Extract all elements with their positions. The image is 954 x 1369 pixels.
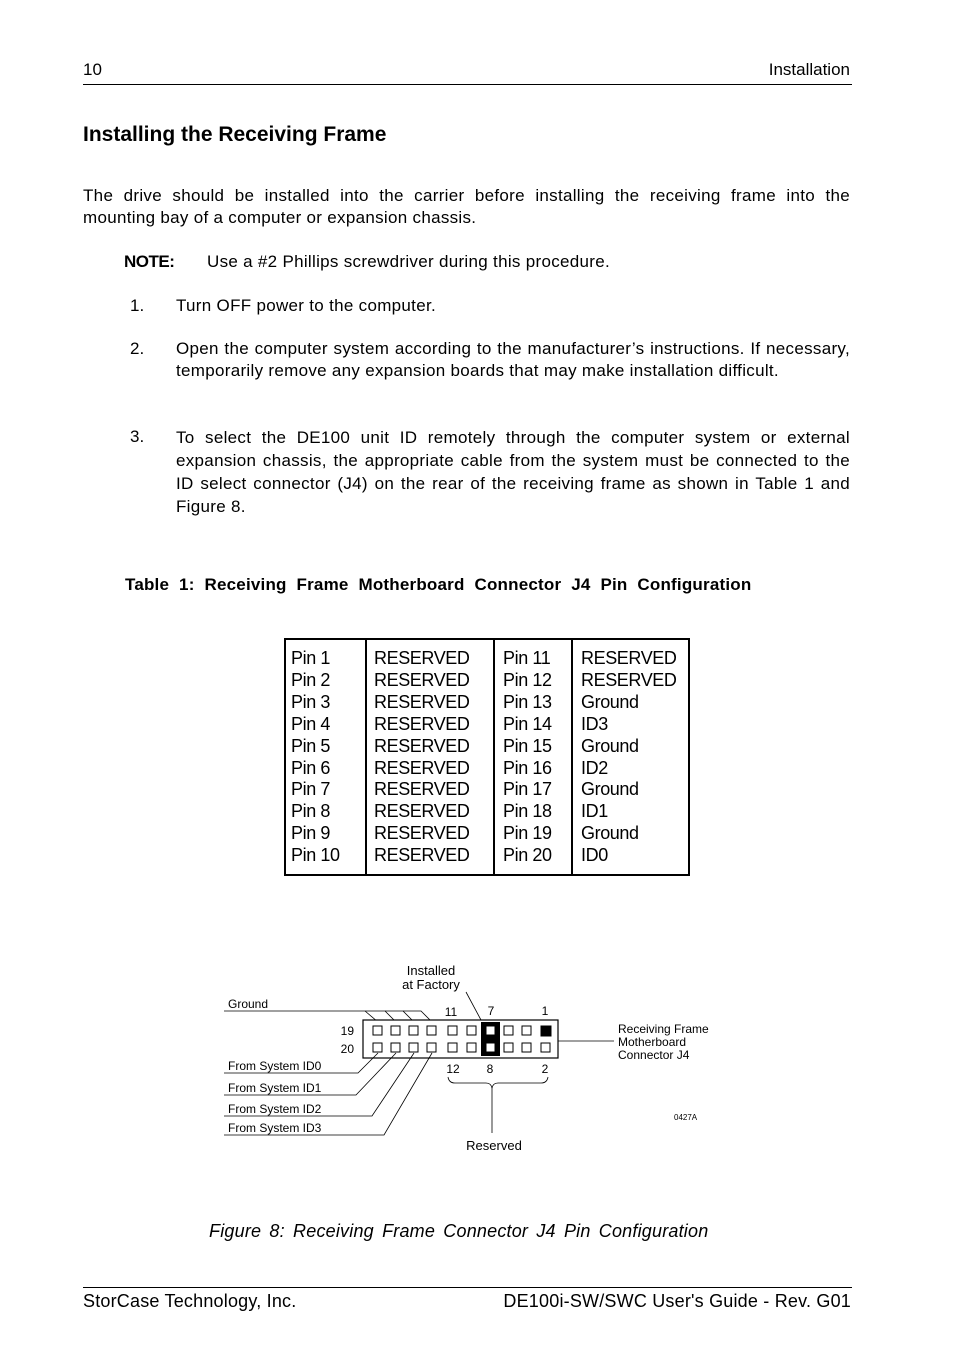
table-cell: RESERVED [374, 669, 470, 690]
step-text: Turn OFF power to the computer. [176, 296, 436, 315]
id-label: From System ID1 [228, 1081, 322, 1095]
pin-number-label: 2 [541, 1062, 549, 1076]
table-cell: Pin 4 [291, 713, 331, 734]
page-title: Installing the Receiving Frame [83, 123, 387, 146]
table-cell: RESERVED [581, 648, 677, 668]
section-title: Installation [768, 60, 850, 79]
pin-number-label: 1 [541, 1004, 549, 1018]
connector-label: Motherboard [618, 1035, 687, 1049]
note-label: NOTE: [124, 252, 175, 271]
pin [448, 1043, 457, 1052]
connector-label: Connector J4 [618, 1048, 690, 1062]
reserved-label: Reserved [466, 1138, 522, 1153]
pin-1-marker [541, 1026, 551, 1036]
table-cell: RESERVED [374, 757, 470, 778]
pin [467, 1043, 476, 1052]
table-cell: Ground [581, 735, 639, 756]
id-label: From System ID0 [228, 1059, 322, 1073]
table-cell: Pin 11 [503, 648, 551, 668]
table-cell: Pin 20 [503, 845, 552, 866]
table-cell: Pin 15 [503, 735, 552, 756]
table-cell: Pin 12 [503, 669, 552, 690]
pin [373, 1026, 382, 1035]
table-cell: RESERVED [374, 691, 470, 712]
table-cell: Pin 3 [291, 691, 331, 712]
table-cell: Pin 7 [291, 779, 331, 800]
table-cell: RESERVED [374, 713, 470, 734]
pin [486, 1026, 495, 1035]
connector-label: Receiving Frame [618, 1022, 709, 1036]
table-cell: Pin 17 [503, 779, 552, 800]
pin [427, 1043, 436, 1052]
table-cell: Pin 9 [291, 823, 331, 844]
pin [409, 1026, 418, 1035]
table-cell: Ground [581, 779, 639, 800]
step-text: Open the computer system according to the manufacturer’s instructions. If necessary, temporarily remove any expansion boards that may make installation difficult. [176, 339, 850, 380]
table-cell: Pin 5 [291, 735, 331, 756]
table-cell: Pin 14 [503, 713, 552, 734]
step-text: To select the DE100 unit ID remotely through the computer system or external expansion chassis, the appropriate cable from the system must be connected to the ID select connector (J4) on the rear of the receiving frame as shown in Table 1 and Figure 8. [176, 428, 850, 516]
table-cell: RESERVED [374, 845, 470, 866]
note-text: Use a #2 Phillips screwdriver during this procedure. [207, 252, 610, 271]
table-cell: ID3 [581, 713, 608, 734]
table-cell: Pin 19 [503, 823, 552, 844]
footer-company: StorCase Technology, Inc. [83, 1291, 297, 1311]
table-cell: RESERVED [374, 779, 470, 800]
pin [427, 1026, 436, 1035]
table-cell: RESERVED [374, 648, 470, 668]
pin-number-label: 19 [340, 1024, 354, 1038]
pin [504, 1043, 513, 1052]
pin [391, 1026, 400, 1035]
pin [522, 1026, 531, 1035]
table-cell: Ground [581, 823, 639, 844]
id-label: From System ID2 [228, 1102, 322, 1116]
table-cell: Pin 2 [291, 669, 331, 690]
ground-label: Ground [228, 997, 269, 1011]
pin-number-label: 11 [444, 1005, 458, 1019]
table-cell: RESERVED [581, 669, 677, 690]
table-cell: Pin 10 [291, 845, 340, 866]
table-cell: Pin 13 [503, 691, 552, 712]
table-cell: ID2 [581, 757, 608, 778]
figure-caption: Figure 8: Receiving Frame Connector J4 Pin Configuration [209, 1221, 709, 1241]
table-cell: ID1 [581, 801, 608, 822]
pin [522, 1043, 531, 1052]
table-cell: Ground [581, 691, 639, 712]
pin [486, 1043, 495, 1052]
table-cell: Pin 18 [503, 801, 552, 822]
pin [448, 1026, 457, 1035]
installed-leader [466, 992, 481, 1020]
table-cell: RESERVED [374, 823, 470, 844]
table-cell: RESERVED [374, 801, 470, 822]
pin [391, 1043, 400, 1052]
pin [541, 1043, 550, 1052]
table-cell: Pin 1 [291, 648, 331, 668]
pin-number-label: 7 [487, 1004, 495, 1018]
intro-paragraph: The drive should be installed into the carrier before installing the receiving frame into the mounting bay of a computer or expansion chassis. [83, 186, 850, 227]
table-cell: Pin 6 [291, 757, 331, 778]
pin-number-label: 8 [486, 1062, 494, 1076]
footer-document: DE100i-SW/SWC User's Guide - Rev. G01 [503, 1291, 851, 1311]
page-number: 10 [83, 60, 102, 79]
step-number: 3. [130, 427, 145, 446]
pin [467, 1026, 476, 1035]
drawing-code: 0427A [674, 1113, 698, 1122]
pin [504, 1026, 513, 1035]
table-caption: Table 1: Receiving Frame Motherboard Connector J4 Pin Configuration [125, 575, 752, 594]
id-label: From System ID3 [228, 1121, 322, 1135]
pin-number-label: 12 [446, 1062, 460, 1076]
reserved-bracket [448, 1077, 548, 1088]
footer-rule [83, 1287, 852, 1288]
pin-number-label: 20 [340, 1042, 354, 1056]
table-cell: Pin 16 [503, 757, 552, 778]
step-number: 2. [130, 339, 145, 358]
table-cell: Pin 8 [291, 801, 331, 822]
installed-label: Installed [406, 963, 456, 978]
table-cell: RESERVED [374, 735, 470, 756]
pin [373, 1043, 382, 1052]
pin [409, 1043, 418, 1052]
installed-label: at Factory [402, 977, 460, 992]
step-number: 1. [130, 296, 145, 315]
table-cell: ID0 [581, 845, 608, 866]
